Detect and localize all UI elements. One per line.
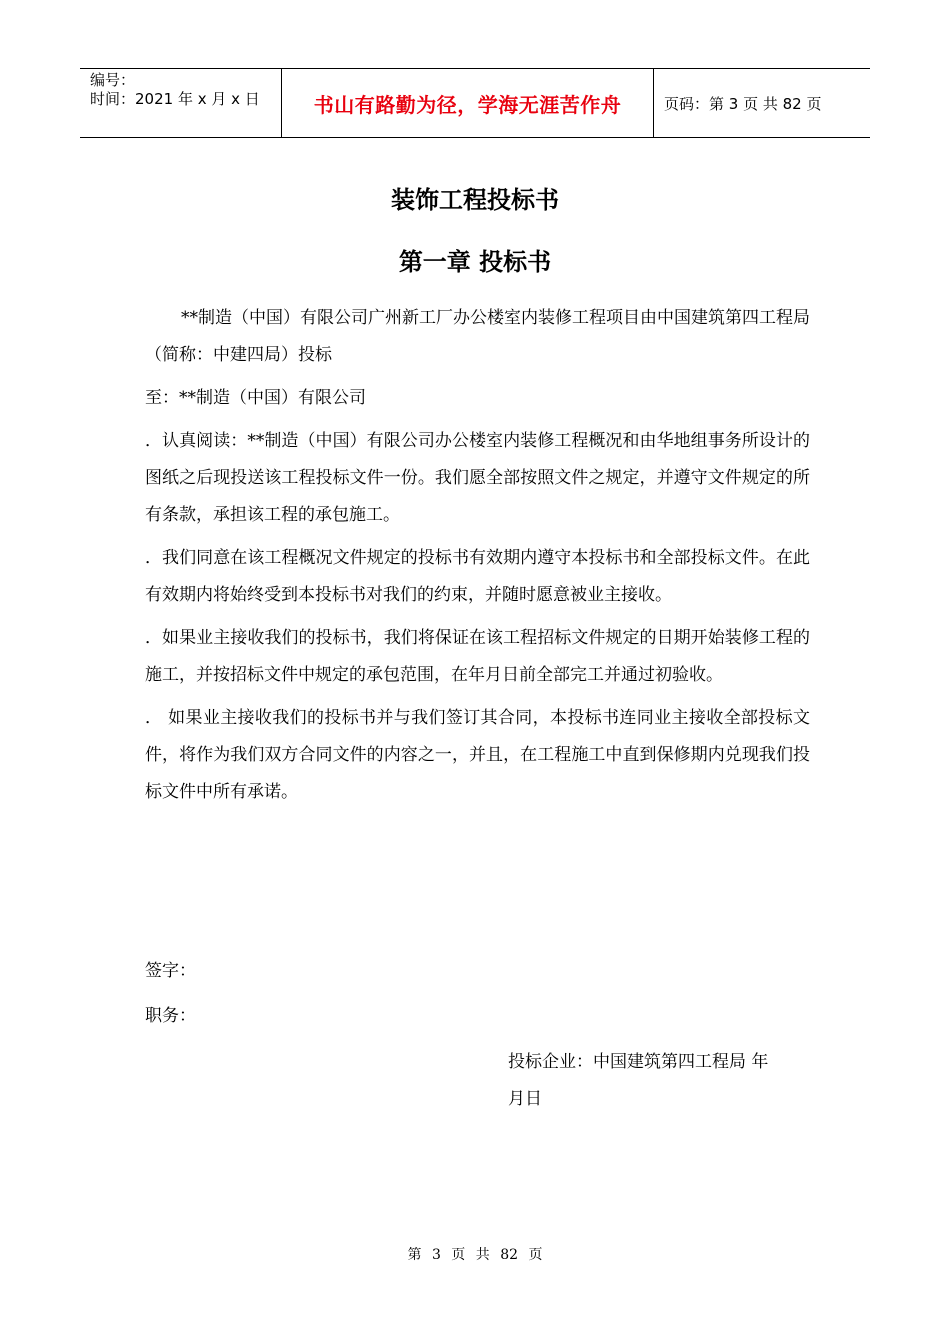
signature-label: 签字：	[145, 961, 196, 981]
signature-block	[145, 953, 196, 1035]
header-page-info: 页码：第 3 页 共 82 页	[664, 94, 822, 113]
document-body	[145, 300, 810, 817]
time-label: 时间：2021 年 x 月 x 日	[90, 90, 260, 108]
number-label: 编号：	[90, 71, 136, 89]
recipient-line: 至：**制造（中国）有限公司	[145, 388, 366, 408]
clause-paragraph: ．我们同意在该工程概况文件规定的投标书有效期内遵守本投标书和全部投标文件。在此有效期内将始终受到本投标书对我们的约束，并随时愿意被业主接收。	[145, 548, 810, 605]
bidder-line: 投标企业：中国建筑第四工程局 年	[508, 1052, 769, 1072]
header-meta-cell	[80, 69, 282, 137]
clause-paragraph: ．如果业主接收我们的投标书，我们将保证在该工程招标文件规定的日期开始装修工程的施工，并按招标文件中规定的承包范围，在年月日前全部完工并通过初验收。	[145, 628, 810, 685]
document-title: 装饰工程投标书	[391, 186, 559, 214]
clause-paragraph: ．认真阅读：**制造（中国）有限公司办公楼室内装修工程概况和由华地组事务所设计的图纸之后现投送该工程投标文件一份。我们愿全部按照文件之规定，并遵守文件规定的所有条款，承担该工程的承包施工。	[145, 431, 810, 525]
page-footer: 第 3 页 共 82 页	[407, 1247, 543, 1263]
header-page-cell	[654, 69, 870, 137]
page-header	[80, 68, 870, 138]
intro-paragraph: **制造（中国）有限公司广州新工厂办公楼室内装修工程项目由中国建筑第四工程局（简称：中建四局）投标	[145, 308, 810, 365]
motto-text: 书山有路勤为径，学海无涯苦作舟	[313, 92, 622, 117]
chapter-title: 第一章 投标书	[398, 248, 552, 276]
position-label: 职务：	[145, 1006, 196, 1026]
bidder-block	[508, 1044, 808, 1118]
date-line: 月日	[508, 1089, 542, 1109]
clause-paragraph: ． 如果业主接收我们的投标书并与我们签订其合同，本投标书连同业主接收全部投标文件，将作为我们双方合同文件的内容之一，并且，在工程施工中直到保修期内兑现我们投标文件中所有承诺。	[145, 708, 810, 802]
header-motto-cell	[282, 69, 654, 137]
